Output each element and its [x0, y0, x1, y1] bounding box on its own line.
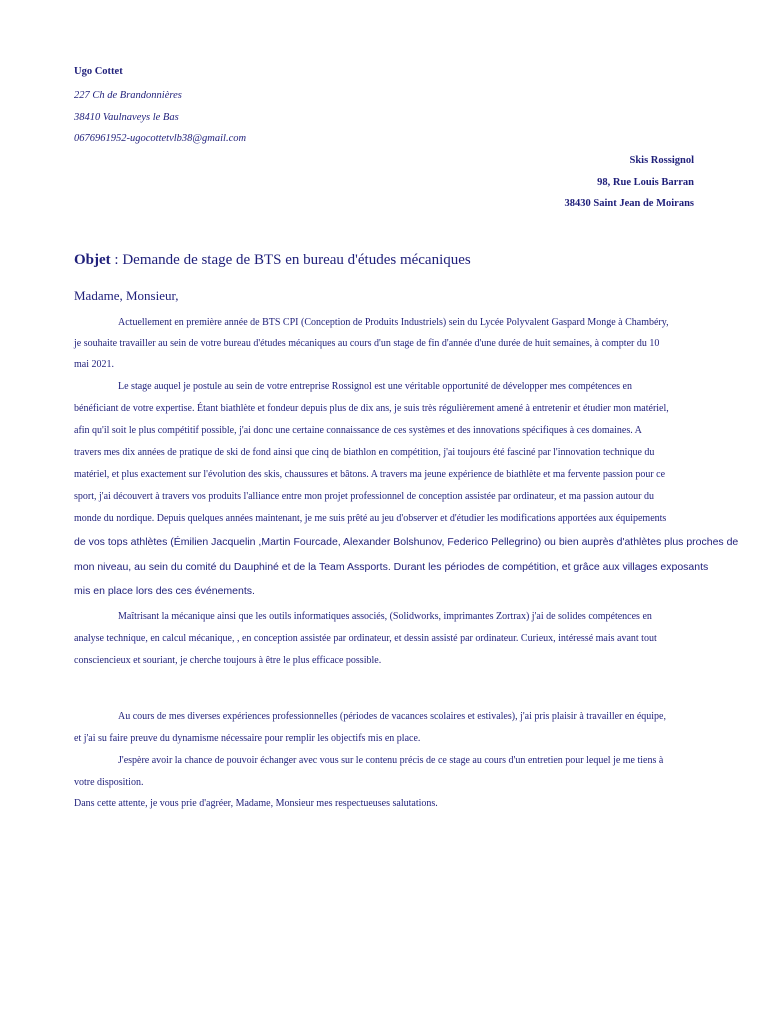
paragraph-1-line-3: mai 2021. — [74, 359, 114, 370]
paragraph-4-line-2: et j'ai su faire preuve du dynamisme nécessaire pour remplir les objectifs mis en place. — [74, 733, 421, 744]
paragraph-2-line-5: matériel, et plus exactement sur l'évolution des skis, chaussures et bâtons. A travers ma jeune expérience de biathlète et ma fervente passion pour ce — [74, 469, 666, 480]
sender-address-line-1: 227 Ch de Brandonnières — [74, 90, 182, 101]
paragraph-5-line-1: J'espère avoir la chance de pouvoir échanger avec vous sur le contenu précis de ce stage au cours d'un entretien pour lequel je me tiens à — [118, 755, 664, 766]
sender-address-line-2: 38410 Vaulnaveys le Bas — [74, 112, 179, 123]
subject-label: Objet — [74, 252, 111, 268]
paragraph-2-line-6: sport, j'ai découvert à travers vos produits l'alliance entre mon projet professionnel de conception assistée par ordinateur, et ma passion autour du — [74, 491, 654, 502]
paragraph-2-line-1: Le stage auquel je postule au sein de votre entreprise Rossignol est une véritable opportunité de développer mes compétences en — [118, 381, 632, 392]
paragraph-2-line-2: bénéficiant de votre expertise. Étant biathlète et fondeur depuis plus de dix ans, je suis très régulièrement amené à entretenir et étudier mon matériel, — [74, 403, 669, 414]
sender-name: Ugo Cottet — [74, 66, 123, 77]
salutation: Madame, Monsieur, — [74, 288, 179, 303]
sender-contact: 0676961952-ugocottetvlb38@gmail.com — [74, 133, 247, 144]
paragraph-1-line-1: Actuellement en première année de BTS CPI (Conception de Produits Industriels) sein du Lycée Polyvalent Gaspard Monge à Chambéry, — [118, 317, 669, 328]
subject-text: Demande de stage de BTS en bureau d'études mécaniques — [122, 252, 471, 268]
subject-separator: : — [110, 252, 123, 268]
paragraph-3-line-1: Maîtrisant la mécanique ainsi que les outils informatiques associés, (Solidworks, imprimantes Zortrax) j'ai de solides compétences en — [118, 611, 652, 622]
paragraph-2-line-8: de vos tops athlètes (Émilien Jacquelin ,Martin Fourcade, Alexander Bolshunov, Federico Pellegrino) ou bien auprès d'athlètes plus proches de — [74, 536, 739, 548]
recipient-city: 38430 Saint Jean de Moirans — [564, 198, 694, 209]
subject-line — [74, 252, 471, 269]
paragraph-3-line-2: analyse technique, en calcul mécanique, , en conception assistée par ordinateur, et dessin assisté par ordinateur. Curieux, intéressé mais avant tout — [74, 633, 657, 644]
paragraph-2-line-10: mis en place lors des ces événements. — [74, 585, 255, 597]
paragraph-3-line-3: consciencieux et souriant, je cherche toujours à être le plus efficace possible. — [74, 655, 382, 666]
paragraph-2-line-9: mon niveau, au sein du comité du Dauphiné et de la Team Assports. Durant les périodes de compétition, et grâce aux villages exposants — [74, 561, 709, 573]
closing-line: Dans cette attente, je vous prie d'agréer, Madame, Monsieur mes respectueuses salutations. — [74, 798, 438, 809]
paragraph-1-line-2: je souhaite travailler au sein de votre bureau d'études mécaniques au cours d'un stage de fin d'année d'une durée de huit semaines, à compter du 10 — [74, 338, 660, 349]
paragraph-2-line-7: monde du nordique. Depuis quelques années maintenant, je me suis prêté au jeu d'observer et d'étudier les modifications apportées aux équipements — [74, 513, 667, 524]
paragraph-2-line-4: travers mes dix années de pratique de ski de fond ainsi que cinq de biathlon en compétition, j'ai toujours été fasciné par l'innovation technique du — [74, 447, 655, 458]
paragraph-2-line-3: afin qu'il soit le plus compétitif possible, j'ai donc une certaine connaissance de ces systèmes et des innovations spécifiques à ces domaines. A — [74, 425, 642, 436]
paragraph-5-line-2: votre disposition. — [74, 777, 144, 788]
recipient-street: 98, Rue Louis Barran — [597, 177, 694, 188]
paragraph-4-line-1: Au cours de mes diverses expériences professionnelles (périodes de vacances scolaires et estivales), j'ai pris plaisir à travailler en équipe, — [118, 711, 666, 722]
recipient-company: Skis Rossignol — [629, 155, 694, 166]
